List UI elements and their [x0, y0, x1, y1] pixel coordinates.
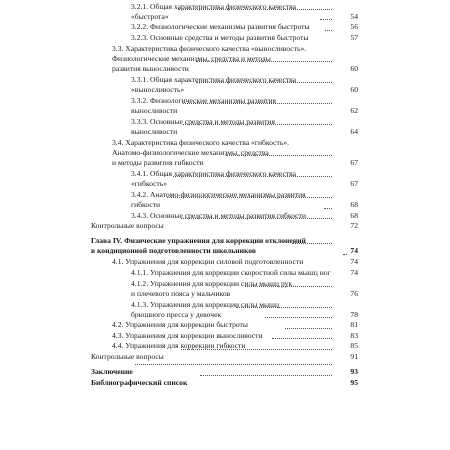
toc-entry-title: «быстрота»	[131, 12, 169, 21]
dot-leader	[343, 254, 347, 255]
toc-entry-title: Библиографический список	[91, 378, 188, 387]
dot-leader	[178, 9, 332, 10]
toc-entry-page-number: 56	[350, 22, 358, 31]
toc-entry-title: брюшного пресса у девочек	[131, 310, 222, 319]
dot-leader	[265, 317, 332, 318]
toc-entry-title: 3.4.2. Анатомо-физиологические механизмы развития	[131, 190, 306, 199]
toc-entry-page-number: 83	[350, 331, 358, 340]
dot-leader	[196, 61, 332, 62]
toc-entry-page-number: 74	[350, 268, 358, 277]
toc-entry-title: Глава IV. Физические упражнения для коррекции отклонений	[91, 236, 306, 245]
dot-leader	[181, 218, 332, 219]
toc-entry-page-number: 57	[350, 33, 358, 42]
toc-entry-title: Контрольные вопросы	[91, 221, 164, 230]
toc-entry-page-number: 81	[350, 320, 358, 329]
toc-entry-page-number: 78	[350, 310, 358, 319]
toc-entry-title: 4.3. Упражнения для коррекции выносливости	[112, 331, 263, 340]
dot-leader	[181, 349, 332, 350]
toc-entry-page-number: 74	[350, 257, 358, 266]
toc-entry-page-number: 62	[350, 106, 358, 115]
toc-entry-title: Заключение	[91, 367, 133, 376]
toc-entry-title: 4.1.2. Упражнения для коррекции силы мышц рук	[131, 279, 293, 288]
toc-entry-title: 4.1.1. Упражнения для коррекции скоростной силы мышц ног	[131, 268, 331, 277]
toc-entry-title: 3.2.3. Основные средства и методы развития быстроты	[131, 33, 309, 42]
toc-entry-page-number: 95	[350, 378, 358, 387]
toc-entry-title: 3.3.2. Физиологические механизмы развития	[131, 96, 277, 105]
toc-entry-title: 3.3. Характеристика физического качества «выносливость».	[112, 44, 307, 53]
toc-entry-title: Анатомо-физиологические механизмы, средства	[112, 148, 269, 157]
toc-entry-title: 3.4.3. Основные средства и методы развития гибкости	[131, 211, 306, 220]
dot-leader	[236, 307, 332, 308]
toc-entry-title: 3.3.3. Основные средства и методы развития	[131, 117, 275, 126]
toc-entry-page-number: 72	[350, 221, 358, 230]
dot-leader	[167, 197, 332, 198]
toc-entry-page-number: 85	[350, 341, 358, 350]
toc-entry-title: развития выносливости	[112, 64, 189, 73]
dot-leader	[135, 364, 332, 365]
toc-entry-page-number: 67	[350, 158, 358, 167]
toc-entry-page-number: 67	[350, 179, 358, 188]
toc-entry-title: в кондиционной подготовленности школьников	[91, 246, 256, 255]
toc-entry-title: 4.4. Упражнения для коррекции гибкости	[112, 341, 246, 350]
toc-entry-title: 3.3.1. Общая характеристика физического качества	[131, 75, 296, 84]
toc-entry-page-number: 93	[350, 367, 358, 376]
toc-entry-page-number: 68	[350, 211, 358, 220]
toc-entry-page-number: 74	[350, 246, 358, 255]
toc-entry-page-number: 76	[350, 289, 358, 298]
toc-entry-title: гибкости	[131, 200, 161, 209]
dot-leader	[200, 375, 332, 376]
dot-leader	[245, 286, 332, 287]
toc-entry-title: 3.4. Характеристика физического качества «гибкость».	[112, 138, 290, 147]
dot-leader	[226, 155, 332, 156]
toc-entry-title: и методы развития гибкости	[112, 158, 204, 167]
toc-entry-page-number: 54	[350, 12, 358, 21]
dot-leader	[320, 19, 332, 20]
toc-entry-page-number: 91	[350, 352, 358, 361]
dot-leader	[292, 243, 332, 244]
toc-entry-title: «выносливость»	[131, 85, 185, 94]
toc-entry-title: 4.1.3. Упражнения для коррекции силы мышц	[131, 300, 280, 309]
dot-leader	[183, 124, 332, 125]
toc-entry-page-number: 64	[350, 127, 358, 136]
toc-entry-page-number: 60	[350, 85, 358, 94]
toc-entry-title: выносливости	[131, 106, 178, 115]
dot-leader	[173, 176, 332, 177]
toc-entry-title: 3.4.1. Общая характеристика физического качества	[131, 169, 296, 178]
toc-entry-title: 3.2.2. Физиологические механизмы развития быстроты	[131, 22, 310, 31]
dot-leader	[272, 338, 332, 339]
toc-entry-page-number: 60	[350, 64, 358, 73]
toc-entry-title: 4.1. Упражнения для коррекции силовой подготовленности	[112, 257, 304, 266]
toc-entry-title: «гибкость»	[131, 179, 168, 188]
toc-entry-page-number: 68	[350, 200, 358, 209]
dot-leader	[196, 82, 332, 83]
toc-entry-title: 3.2.1. Общая характеристика физического качества	[131, 2, 296, 11]
toc-entry-title: и плечевого пояса у мальчиков	[131, 289, 231, 298]
dot-leader	[324, 208, 332, 209]
dot-leader	[183, 103, 332, 104]
toc-entry-title: Физиологические механизмы, средства и методы	[112, 54, 271, 63]
dot-leader	[325, 30, 332, 31]
toc-entry-title: выносливости	[131, 127, 178, 136]
toc-entry-title: Контрольные вопросы	[91, 352, 164, 361]
toc-entry-title: 4.2. Упражнения для коррекции быстроты	[112, 320, 248, 329]
dot-leader	[285, 328, 332, 329]
